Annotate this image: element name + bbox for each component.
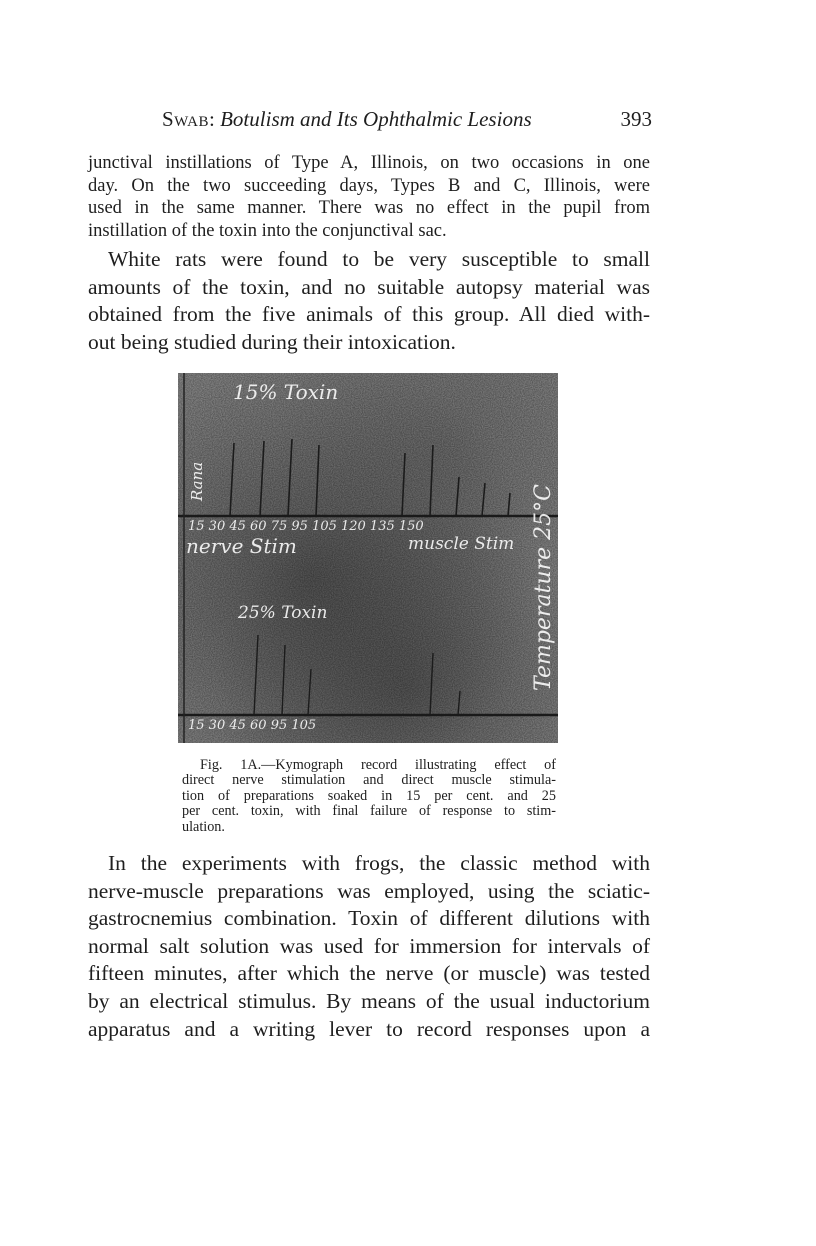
kymograph-image: [178, 373, 558, 743]
paragraph-intro-continuation: [88, 152, 650, 242]
figure-caption: [182, 758, 556, 835]
figure-label-left-margin: Rana: [188, 461, 206, 501]
paragraph-line: fifteen minutes, after which the nerve (or muscle) was tested: [88, 961, 650, 986]
paragraph-white-rats: [88, 246, 650, 356]
paragraph-line: instillation of the toxin into the conjunctival sac.: [88, 220, 447, 241]
running-head-author: Swab: [162, 107, 210, 131]
figure-label-muscle-stim: muscle Stim: [408, 534, 515, 554]
figure-label-top-ticks: 15 30 45 60 75 95 105 120 135 150: [188, 519, 424, 534]
figure-label-bottom-ticks: 15 30 45 60 95 105: [188, 718, 317, 733]
paragraph-line: junctival instillations of Type A, Illinois, on two occasions in one: [88, 153, 650, 173]
figure-label-15pct-toxin: 15% Toxin: [233, 380, 339, 404]
page-number: 393: [620, 107, 652, 131]
figure-label-25pct-toxin: 25% Toxin: [238, 603, 328, 623]
figure-label-nerve-stim: nerve Stim: [186, 534, 297, 558]
paragraph-line: apparatus and a writing lever to record responses upon a: [88, 1016, 650, 1041]
caption-line: Fig. 1A.—Kymograph record illustrating effect of: [200, 757, 556, 773]
paragraph-line: day. On the two succeeding days, Types B and C, Illinois, were: [88, 175, 650, 196]
paragraph-line: nerve-muscle preparations was employed, using the sciatic-: [88, 878, 650, 903]
paragraph-line: gastrocnemius combination. Toxin of different dilutions with: [88, 906, 650, 931]
paragraph-line: amounts of the toxin, and no suitable autopsy material was: [88, 274, 650, 299]
running-head-separator: :: [209, 107, 221, 131]
paragraph-line: normal salt solution was used for immersion for intervals of: [88, 933, 650, 958]
running-head-text: [162, 104, 532, 134]
paragraph-line: White rats were found to be very susceptible to small: [108, 247, 650, 271]
paragraph-line: out being studied during their intoxication.: [88, 329, 456, 354]
paragraph-line: by an electrical stimulus. By means of the usual inductorium: [88, 988, 650, 1013]
caption-line: ulation.: [182, 818, 225, 835]
paragraph-line: used in the same manner. There was no effect in the pupil from: [88, 198, 650, 218]
running-head-title: Botulism and Its Ophthalmic Lesions: [220, 107, 532, 131]
kymograph-figure: [178, 373, 558, 743]
caption-line: direct nerve stimulation and direct muscle stimula-: [182, 772, 556, 789]
running-head: [162, 104, 652, 134]
paragraph-frog-experiments: [88, 850, 650, 1043]
paragraph-line: In the experiments with frogs, the classic method with: [108, 851, 650, 875]
caption-line: tion of preparations soaked in 15 per cent. and 25: [182, 787, 556, 804]
caption-line: per cent. toxin, with final failure of response to stim-: [182, 803, 556, 820]
paragraph-line: obtained from the five animals of this group. All died with-: [88, 302, 650, 327]
figure-label-temperature: Temperature 25°C: [531, 484, 556, 691]
